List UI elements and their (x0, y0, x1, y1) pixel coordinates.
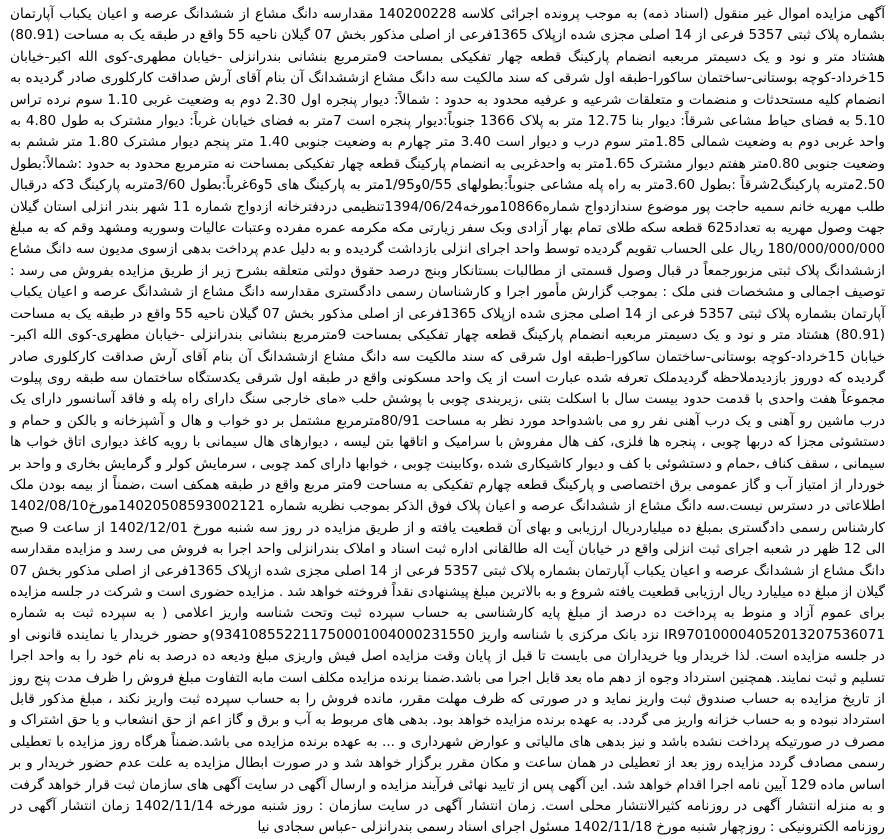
auction-notice-text: آگهی مزایده اموال غیر منقول (اسناد ذمه) به موجب پرونده اجرائی کلاسه 140200228 مقدارسه دانگ مشاع از ششدانگ عرصه و اعیان یکباب آپارتمان بشماره پلاک ثبتی 5357 فرعی از 14 اصلی مجزی شده ازپلاک 1365فرعی از اصلی مذکور بخش 07 گیلان ناحیه 55 واقع در طبقه یک به مساحت (80.91) هشتاد متر و نود و یک دسیمتر مربعبه انضمام پارکینگ قطعه چهار تفکیکی بمساحت 9مترمربع بنشانی بندرانزلی -خیابان مطهری-کوی الله اکبر-خیابان 15خرداد-کوچه بوستانی-ساختمان ساکورا-طبقه اول شرقی که سند مالکیت سه دانگ مشاع ازششدانگ آن بنام آقای آرش صداقت کارکلوری صادر گردیده به انضمام کلیه مستحدثات و منضمات و متعلقات شرعیه و عرفیه محدود به حدود : شمالاً: دیوار پنجره اول 2.30 دوم به وضعیت غربی 1.10 سوم نرده تراس 5.10 به فضای حیاط مشاعی شرقاً: دیوار بنا 12.75 متر به پلاک 1366 جنوباً:دیوار پنجره است 7متر به فضای خیابان غرباً: دیوار مشترک به طول 4.80 به واحد غربی دوم به وضعیت شمالی 1.85متر سوم درب و دیوار است 3.40 متر چهارم به وضعیت جنوبی 1.40 متر پنجم دیوار مشترک 1.80 متر ششم به وضعیت جنوبی 0.80متر هفتم دیوار مشترک 1.65متر به واحدغربی به انضمام پارکینگ قطعه چهار تفکیکی بمساحت نه مترمربع محدود به حدود :شمالاً:بطول 2.50متربه پارکینگ2شرقاً :بطول 3.60متر به راه پله مشاعی جنوباً:بطولهای 0/55و1/95متر به پارکینگ های 5و6غرباً:بطول 3/60متربه پارکینگ 3که درقبال طلب مهریه خانم سمیه حاجت پور موضوع سندازدواج شماره10866مورخه1394/06/24تنظیمی دردفترخانه ازدواج شماره 11 شهر بندر انزلی استان گیلان جهت وصول مهریه به تعداد625 قطعه سکه طلای تمام بهار آزادی وبک سفر زیارتی مکه مکرمه عمره مفرده وعتبات عالیات وسوریه ومشهد وقم که به مبلغ 180/000/000/000 ریال علی الحساب تقویم گردیده توسط واحد اجرای انزلی بازداشت گردیده و به دلیل عدم پرداخت بدهی ازسوی مدیون سه دانگ مشاع ازششدانگ پلاک ثبتی مزبورجمعاً در قبال وصول قسمتی از مطالبات بستانکار وبنج درصد حقوق دولتی متعلقه بشرح زیر از طریق مزایده بفروش می رسد : توصیف اجمالی و مشخصات فنی ملک : بموجب گزارش مأمور اجرا و کارشناسان رسمی دادگستری مقدارسه دانگ مشاع از ششدانگ عرصه و اعیان یکباب آپارتمان بشماره پلاک ثبتی 5357 فرعی از 14 اصلی مجزی شده ازپلاک 1365فرعی از اصلی مذکور بخش 07 گیلان ناحیه 55 واقع در طبقه یک به مساحت (80.91) هشتاد متر و نود و یک دسیمتر مربعبه انضمام پارکینگ قطعه چهار تفکیکی بمساحت 9مترمربع بنشانی بندرانزلی -خیابان مطهری-کوی الله اکبر-خیابان 15خرداد-کوچه بوستانی-ساختمان ساکورا-طبقه اول شرقی که سند مالکیت سه دانگ مشاع ازششدانگ آن بنام آقای آرش صداقت کارکلوری صادر گردیده که دوروز بازدیدملاحظه گردیدملک تعرفه شده عبارت است از یک واحد مسکونی واقع در طبقه اول شرقی یکدستگاه ساختمان سه طبقه روی پیلوت مجموعاً هفت واحدی با قدمت حدود بیست سال با اسکلت بتنی ،زیربندی چوبی با پوشش حلب «مای خارجی سنگ دارای راه پله و فاقد آسانسور دارای یک درب ماشین رو آهنی و یک درب آهنی نفر رو می باشدواحد مورد نظر به مساحت 80/91مترمربع مشتمل بر دو خواب و هال و آشپزخانه و بالکن و حمام و دستشوئی مجزا که دربها چوبی ، پنجره ها فلزی، کف هال مفروش با سرامیک و اتاقها بتن لیسه ، دیوارهای هال سیمانی با رویه کاغذ دیواری اتاق خواب ها سیمانی ، سقف کناف ،حمام و دستشوئی با کف و دیوار کاشیکاری شده ،وکابینت چوبی ، خوابها دارای کمد چوبی ، سرمایش کولر و گرمایش بخاری و واحد بر خوردار از امتیاز آب و گاز عمومی برق اختصاصی و پارکینگ قطعه چهارم تفکیکی به مساحت 9متر مربع واقع در طبقه همکف است ،ضمناً از بیمه بودن ملک اطلاعاتی در دسترس نیست.سه دانگ مشاع از ششدانگ عرصه و اعیان پلاک فوق الذکر بموجب نظریه شماره 14020508593002121مورخ1402/08/10 کارشناس رسمی دادگستری بمبلغ ده میلیاردریال ارزیابی و بهای آن قطعیت یافته و از طریق مزایده در روز سه شنبه مورخ 1402/12/01 از ساعت 9 صبح الی 12 ظهر در شعبه اجرای ثبت انزلی واقع در خیابان آیت اله طالقانی اداره ثبت اسناد و املاک بندرانزلی واحد اجرا به فروش می رسد و مزایده مقدارسه دانگ مشاع از ششدانگ عرصه و اعیان یکباب آپارتمان بشماره پلاک ثبتی 5357 فرعی از 14 اصلی مجزی شده ازپلاک 1365فرعی از اصلی مذکور بخش 07 گیلان از مبلغ ده میلیارد ریال ارزیابی قطعیت یافته شروع و به بالاترین مبلغ پیشنهادی نقداً فروخته خواهد شد . مزایده حضوری است و شرکت در جلسه مزایده برای عموم آزاد و منوط به پرداخت ده درصد از مبلغ پایه کارشناسی به حساب سپرده ثبت وتحت شناسه واریز اعلامی ( به سپرده ثبت به شماره IR970100004052013207536071 نزد بانک مرکزی با شناسه واریز 934108552211750001004000231550)و حضور خریدار یا نماینده قانونی او در جلسه مزایده است. لذا خریدار ویا خریداران می بایست تا قبل از پایان وقت مزایده اصل فیش واریزی مبلغ ودیعه ده درصد به نام خود را به واحد اجرا تسلیم و ثبت نمایند. همچنین استرداد وجوه از دهم ماه بعد قابل اجرا می باشد.ضمنا برنده مزایده مکلف است مابه التفاوت مبلغ فروش را ظرف مدت پنج روز از تاریخ مزایده به حساب صندوق ثبت واریز نماید و در صورتی که ظرف مهلت مقرر، مانده فروش را به حساب سپرده ثبت واریز نکند ، مبلغ مذکور قابل استرداد نبوده و به حساب خزانه واریز می گردد. به عهده برنده مزایده خواهد بود. بدهی های مربوط به آب و برق و گاز اعم از حق انشعاب و یا حق اشتراک و مصرف در صورتیکه پرداخت نشده باشد و نیز بدهی های مالیاتی و عوارض شهرداری و ... به عهده برنده مزایده می باشد.ضمناً هرگاه روز مزایده با تعطیلی رسمی مصادف گردد مزایده روز بعد از تعطیلی در همان ساعت و مکان مقرر برگزار خواهد شد و در صورت ابطال مزایده به علت عدم حضور خریدار و بر اساس ماده 129 آیین نامه اجرا اقدام خواهد شد. این آگهی پس از تایید نهائی فرآیند مزایده و ارسال آگهی در سایت آگهی های سازمان ثبت قرار خواهد گرفت و به منزله انتشار آگهی در روزنامه کثیرالانتشار محلی است. زمان انتشار آگهی در سایت سازمان : روز شنبه مورخه 1402/11/14 زمان انتشار آگهی در روزنامه الکترونیکی : روزچهار شنبه مورخ 1402/11/18 مسئول اجرای اسناد رسمی بندرانزلی -عباس سجادی نیا (10, 6, 886, 836)
